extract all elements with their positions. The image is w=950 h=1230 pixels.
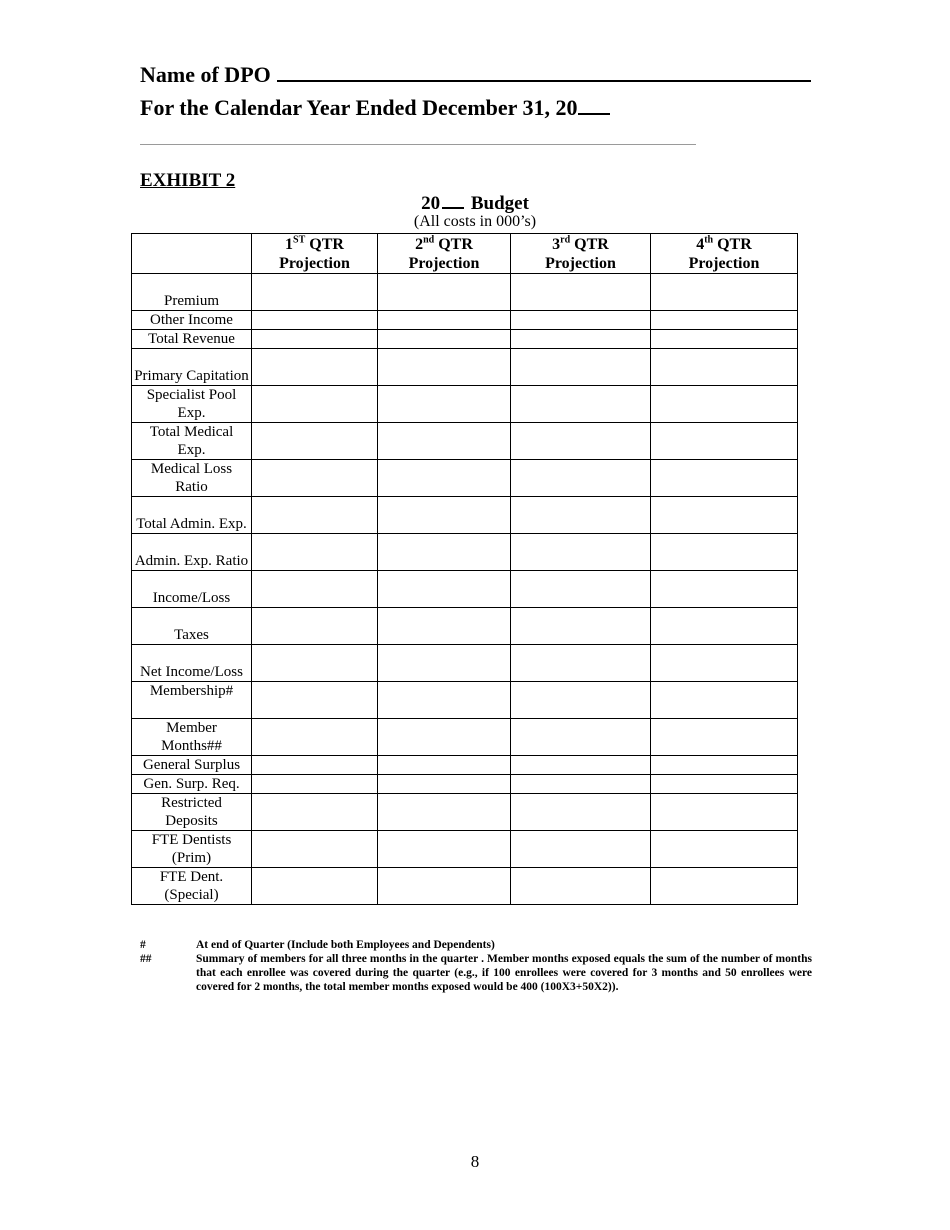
- projection-cell-q4[interactable]: [651, 460, 798, 497]
- projection-cell-q4[interactable]: [651, 756, 798, 775]
- projection-cell-q4[interactable]: [651, 534, 798, 571]
- projection-cell-q2[interactable]: [378, 831, 511, 868]
- projection-cell-q3[interactable]: [511, 571, 651, 608]
- header-q-suffix: nd: [423, 234, 435, 246]
- projection-cell-q3[interactable]: [511, 645, 651, 682]
- projection-cell-q2[interactable]: [378, 423, 511, 460]
- header-q-suffix: th: [704, 234, 714, 246]
- projection-cell-q4[interactable]: [651, 311, 798, 330]
- table-row: [132, 756, 798, 775]
- header-divider: [140, 144, 696, 145]
- projection-cell-q1[interactable]: [252, 349, 378, 386]
- projection-cell-q1[interactable]: [252, 756, 378, 775]
- projection-cell-q1[interactable]: [252, 311, 378, 330]
- projection-cell-q2[interactable]: [378, 608, 511, 645]
- projection-cell-q3[interactable]: [511, 497, 651, 534]
- projection-cell-q3[interactable]: [511, 534, 651, 571]
- table-row: [132, 497, 798, 534]
- footnote-text: Summary of members for all three months in the quarter . Member months exposed equals the sum of the number of months that each enrollee was covered during the quarter (e.g., if 100 enrollees were covered for 3 months and 50 enrollees were covered for 2 months, the total member months exposed would be 400 (100X3+50X2)).: [196, 953, 812, 993]
- row-label: Income/Loss: [132, 571, 252, 608]
- table-row: [132, 831, 798, 868]
- projection-cell-q4[interactable]: [651, 497, 798, 534]
- row-label: FTE Dent. (Special): [132, 868, 252, 905]
- header-q-num: 1: [285, 236, 294, 253]
- projection-cell-q4[interactable]: [651, 682, 798, 719]
- budget-year-prefix: 20: [421, 193, 441, 214]
- projection-cell-q1[interactable]: [252, 682, 378, 719]
- projection-cell-q4[interactable]: [651, 794, 798, 831]
- projection-cell-q4[interactable]: [651, 571, 798, 608]
- projection-cell-q1[interactable]: [252, 831, 378, 868]
- table-row: [132, 534, 798, 571]
- table-row: [132, 719, 798, 756]
- projection-cell-q2[interactable]: [378, 868, 511, 905]
- footnote-1: [140, 938, 812, 952]
- calendar-year-line: [140, 95, 610, 121]
- header-q-label: QTR: [438, 236, 473, 253]
- projection-cell-q4[interactable]: [651, 608, 798, 645]
- projection-cell-q3[interactable]: [511, 423, 651, 460]
- projection-cell-q1[interactable]: [252, 868, 378, 905]
- header-q4-projection: [651, 234, 798, 274]
- projection-cell-q1[interactable]: [252, 330, 378, 349]
- projection-cell-q4[interactable]: [651, 775, 798, 794]
- projection-cell-q1[interactable]: [252, 775, 378, 794]
- row-label: Other Income: [132, 311, 252, 330]
- row-label: General Surplus: [132, 756, 252, 775]
- table-row: [132, 571, 798, 608]
- header-q3-projection: [511, 234, 651, 274]
- projection-cell-q3[interactable]: [511, 274, 651, 311]
- projection-cell-q2[interactable]: [378, 460, 511, 497]
- header-q1-projection: [252, 234, 378, 274]
- row-label: Specialist Pool Exp.: [132, 386, 252, 423]
- footnote-symbol: #: [140, 939, 146, 951]
- projection-cell-q2[interactable]: [378, 330, 511, 349]
- table-row: [132, 330, 798, 349]
- budget-title: [0, 192, 950, 215]
- footnote-2: [140, 952, 812, 994]
- footnotes: [140, 938, 812, 994]
- row-label: Restricted Deposits: [132, 794, 252, 831]
- table-row: [132, 274, 798, 311]
- row-label: Premium: [132, 274, 252, 311]
- page-number: 8: [470, 1152, 480, 1171]
- projection-cell-q3[interactable]: [511, 349, 651, 386]
- row-label: Medical Loss Ratio: [132, 460, 252, 497]
- projection-cell-q2[interactable]: [378, 719, 511, 756]
- row-label: Net Income/Loss: [132, 645, 252, 682]
- projection-cell-q4[interactable]: [651, 423, 798, 460]
- calendar-year-label: For the Calendar Year Ended December 31, 20: [140, 95, 578, 120]
- row-label: Admin. Exp. Ratio: [132, 534, 252, 571]
- projection-cell-q2[interactable]: [378, 311, 511, 330]
- exhibit-title: EXHIBIT 2: [140, 170, 236, 191]
- header-q-line2: Projection: [279, 255, 350, 272]
- projection-cell-q2[interactable]: [378, 349, 511, 386]
- header-q-num: 2: [415, 236, 424, 253]
- table-header-row: [132, 234, 798, 274]
- projection-cell-q4[interactable]: [651, 868, 798, 905]
- projection-cell-q3[interactable]: [511, 756, 651, 775]
- table-row: [132, 311, 798, 330]
- projection-cell-q1[interactable]: [252, 423, 378, 460]
- projection-cell-q3[interactable]: [511, 608, 651, 645]
- header-q2-projection: [378, 234, 511, 274]
- header-corner-cell: [132, 234, 252, 274]
- projection-cell-q3[interactable]: [511, 831, 651, 868]
- dpo-name-line: [140, 62, 811, 88]
- projection-cell-q2[interactable]: [378, 775, 511, 794]
- footnote-symbol: ##: [140, 953, 152, 965]
- row-label: Membership#: [132, 682, 252, 719]
- projection-cell-q3[interactable]: [511, 460, 651, 497]
- budget-table-body: [132, 274, 798, 905]
- projection-cell-q2[interactable]: [378, 682, 511, 719]
- projection-cell-q1[interactable]: [252, 719, 378, 756]
- header-q-suffix: ST: [293, 234, 306, 246]
- table-row: [132, 794, 798, 831]
- table-row: [132, 386, 798, 423]
- header-q-num: 3: [552, 236, 561, 253]
- projection-cell-q1[interactable]: [252, 534, 378, 571]
- projection-cell-q2[interactable]: [378, 756, 511, 775]
- projection-cell-q1[interactable]: [252, 571, 378, 608]
- projection-cell-q3[interactable]: [511, 682, 651, 719]
- row-label: FTE Dentists (Prim): [132, 831, 252, 868]
- projection-cell-q2[interactable]: [378, 645, 511, 682]
- projection-cell-q3[interactable]: [511, 868, 651, 905]
- projection-cell-q3[interactable]: [511, 794, 651, 831]
- projection-cell-q1[interactable]: [252, 274, 378, 311]
- table-row: [132, 645, 798, 682]
- projection-cell-q2[interactable]: [378, 571, 511, 608]
- table-row: [132, 775, 798, 794]
- row-label: Total Revenue: [132, 330, 252, 349]
- year-blank[interactable]: [578, 95, 610, 115]
- projection-cell-q3[interactable]: [511, 386, 651, 423]
- row-label: Gen. Surp. Req.: [132, 775, 252, 794]
- header-q-line2: Projection: [408, 255, 480, 272]
- projection-cell-q4[interactable]: [651, 831, 798, 868]
- projection-cell-q4[interactable]: [651, 645, 798, 682]
- budget-table: [131, 233, 798, 905]
- row-label: Primary Capitation: [132, 349, 252, 386]
- projection-cell-q1[interactable]: [252, 794, 378, 831]
- header-q-line2: Projection: [688, 255, 760, 272]
- dpo-name-blank[interactable]: [277, 62, 811, 82]
- row-label: Total Medical Exp.: [132, 423, 252, 460]
- budget-subtitle: (All costs in 000’s): [413, 213, 537, 230]
- budget-year-blank[interactable]: [442, 192, 464, 209]
- table-row: [132, 460, 798, 497]
- header-q-label: QTR: [574, 236, 609, 253]
- header-q-line2: Projection: [545, 255, 616, 272]
- projection-cell-q3[interactable]: [511, 719, 651, 756]
- projection-cell-q4[interactable]: [651, 719, 798, 756]
- header-q-label: QTR: [717, 236, 752, 253]
- projection-cell-q1[interactable]: [252, 460, 378, 497]
- projection-cell-q4[interactable]: [651, 330, 798, 349]
- header-q-num: 4: [696, 236, 705, 253]
- projection-cell-q4[interactable]: [651, 386, 798, 423]
- table-row: [132, 682, 798, 719]
- projection-cell-q4[interactable]: [651, 274, 798, 311]
- table-row: [132, 868, 798, 905]
- row-label: Total Admin. Exp.: [132, 497, 252, 534]
- header-q-label: QTR: [309, 236, 344, 253]
- dpo-name-label: Name of DPO: [140, 62, 271, 87]
- row-label: Taxes: [132, 608, 252, 645]
- budget-title-word: Budget: [470, 193, 529, 214]
- projection-cell-q1[interactable]: [252, 386, 378, 423]
- projection-cell-q2[interactable]: [378, 386, 511, 423]
- footnote-text: At end of Quarter (Include both Employees and Dependents): [196, 939, 495, 951]
- projection-cell-q2[interactable]: [378, 794, 511, 831]
- table-row: [132, 608, 798, 645]
- row-label: Member Months##: [132, 719, 252, 756]
- projection-cell-q2[interactable]: [378, 274, 511, 311]
- table-row: [132, 349, 798, 386]
- projection-cell-q1[interactable]: [252, 645, 378, 682]
- projection-cell-q2[interactable]: [378, 534, 511, 571]
- projection-cell-q1[interactable]: [252, 497, 378, 534]
- table-row: [132, 423, 798, 460]
- projection-cell-q3[interactable]: [511, 330, 651, 349]
- projection-cell-q2[interactable]: [378, 497, 511, 534]
- projection-cell-q1[interactable]: [252, 608, 378, 645]
- header-q-suffix: rd: [560, 234, 571, 246]
- projection-cell-q3[interactable]: [511, 775, 651, 794]
- projection-cell-q4[interactable]: [651, 349, 798, 386]
- projection-cell-q3[interactable]: [511, 311, 651, 330]
